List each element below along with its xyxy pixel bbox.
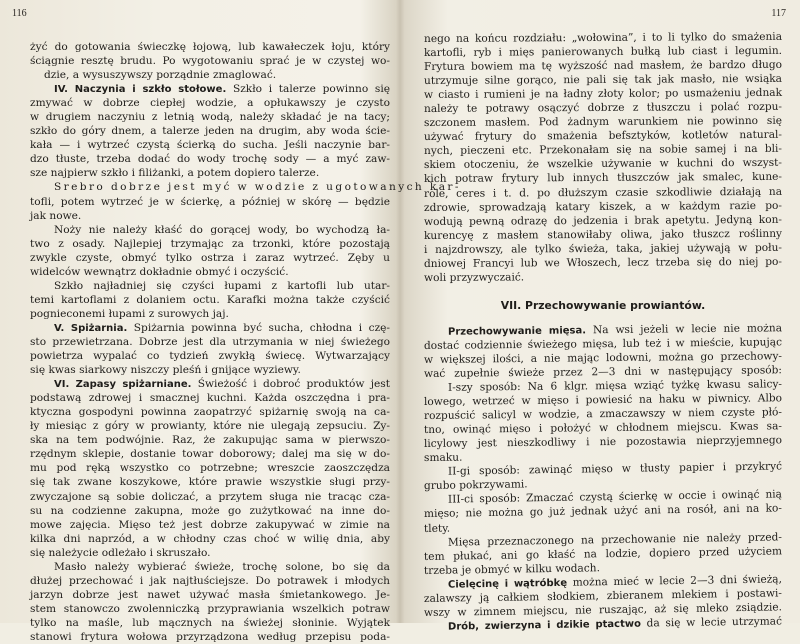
text-line: Noży nie należy kłaść do gorącej wody, bo wychodzą ła- — [54, 223, 390, 236]
text-line: dłużej przechować i jak najtłuściejsze. Do potrawek i młodych — [30, 574, 390, 587]
text-line: ska na tem podwójnie. Raz, że zakupując sama w pierwszo- — [30, 434, 390, 447]
text-line: stem stanowczo zwolenniczką przyprawiania wszelkich potraw — [30, 602, 390, 615]
text-line: zmywać w dobrze ciepłej wodzie, a opłukawszy je czysto — [30, 97, 390, 110]
text-line: utrzymuje silne gorąco, nie pali się tak jak masło, nie wsiąka — [423, 72, 783, 88]
text-line: wodują pewną odrazę do jedzenia i brak apetytu. Jedyną kon- — [423, 213, 783, 228]
text-line: rozpuścić salicyl w wodzie, a zmaczawszy w niem czyste płó- — [423, 406, 783, 423]
text-line: wać zupełnie świeże przez 2—3 dni w następujący sposób: — [423, 364, 783, 380]
section-heading-line: Przechowywanie mięsa. Na wsi jeżeli w lecie nie można — [447, 322, 783, 338]
text-line: w większej ilości, a nie mając lodowni, można go przechowy- — [423, 350, 783, 366]
text-line: jak nowe. — [30, 209, 82, 222]
text-line: Mięsa przeznaczonego na przechowanie nie należy przed- — [447, 530, 783, 549]
text-line: zalawszy ją całkiem słodkiem, zbieranem mlekiem i postawi- — [423, 587, 783, 605]
text-line: dzo tłuste, trzeba dodać do wody trochę sody — a myć zaw- — [30, 153, 390, 166]
text-line: su na codzienne zakupna, może go zużytkować na inne do- — [30, 504, 390, 517]
text-line: skiem otoczeniu, że wszelkie używanie w kuchni do wszyst- — [423, 157, 783, 172]
section-heading-line: Cielęcinę i wątróbkę można mieć w lecie 2—3 dni świeżą, — [447, 573, 783, 591]
text-line: Szkło najładniej się czyści łupami z kartofli lub utar- — [54, 279, 390, 292]
text-line: tlety. — [423, 522, 451, 535]
text-line: kała — i wytrzeć czystą ścierką do sucha. Jeśli naczynie bar- — [30, 139, 390, 152]
text-line: temi kartoflami z dolaniem octu. Karafki można także czyścić — [30, 293, 390, 306]
text-line: Masło należy wybierać świeże, trochę solone, bo się da — [54, 560, 390, 573]
text-line: III-ci sposób: Zmaczać czystą ścierkę w occie i owinąć nią — [447, 488, 783, 507]
text-line: sze najpierw szkło i filiżanki, a potem dopiero talerze. — [30, 167, 320, 180]
text-line: role, ceres i t. d. po dłuższym czasie szkodliwie działają na — [423, 185, 783, 200]
text-line: i najzdrowszy, ale tylko świeża, taka, jakiej używają w połu- — [423, 241, 783, 256]
text-line: two z osady. Najlepiej trzymając za trzonki, które pozostają — [30, 237, 390, 250]
text-line: podstawą zdrowej i smacznej kuchni. Każda oszczędna i pra- — [30, 392, 390, 405]
text-line: nych, pieczeni etc. Przekonałam się na sobie samej i na bli- — [423, 143, 783, 158]
section-heading: VI. Zapasy spiżarniane. — [54, 379, 192, 391]
section-heading: Drób, zwierzyna i dzikie ptactwo — [447, 618, 642, 633]
text-line: I-szy sposób: Na 6 klgr. mięsa wziąć tyżkę kwasu salicy- — [447, 378, 783, 394]
text-line: ły miesiąc z góry w prowianty, które nie ulegają zepsuciu. Zy- — [30, 420, 390, 433]
text-line: II-gi sposób: zawinąć mięso w tłusty papier i przykryć — [447, 460, 783, 478]
section-heading-line: Drób, zwierzyna i dzikie ptactwo da się w lecie utrzymać — [447, 615, 783, 633]
text-line: Srebro dobrze jest myć w wodzie z ugotowanych kar- — [54, 181, 461, 194]
text-line: zwyczajone są sobie doliczać, a przytem sługa nie tracąc cza- — [30, 490, 390, 503]
section-heading: Przechowywanie mięsa. — [447, 325, 587, 338]
text-line: jarzyn dobrze jest nawet używać masła śmietankowego. Je- — [30, 588, 390, 601]
text-line: zwykle czyste, obmyć tylko ostrza i zaraz wytrzeć. Zęby u — [30, 251, 390, 264]
text-line: woli przyzwyczaić. — [423, 271, 525, 284]
page-number: 117 — [771, 8, 786, 19]
text-line: nego na końcu rozdziału: „wołowina”, i to li tylko do smażenia — [423, 30, 783, 45]
text-line: należy te potrawy osączyć dobrze z tłuszczu i polać rozpu- — [423, 101, 783, 116]
text-line: się tak zwane koszykowe, które prawie wszystkie sługi przy- — [30, 476, 390, 489]
text-line: w ciasto i rumieni je na ładny złoty kolor; po usmażeniu jednak — [423, 87, 783, 102]
text-line: wszy w zimnem miejscu, nie ruszając, aż się mleko zsiądzie. — [423, 601, 783, 619]
text-line: kilka dni naprzód, a w chłodny czas choć w wilię dnia, aby — [30, 532, 390, 545]
text-line: mięso; nie można go już jednak użyć ani na rosół, ani na ko- — [423, 502, 783, 521]
text-line: grubo pokrzywami. — [423, 478, 528, 493]
text-line: ktyczna gospodyni powinna zaopatrzyć spiżarnię swoją na ca- — [30, 406, 390, 419]
text-line: szkło do góry dnem, a talerze jeden na drugim, aby woda ście- — [30, 125, 390, 138]
section-heading: V. Spiżarnia. — [54, 322, 128, 334]
text-line: dzie, a wysuszywszy porządnie zmaglować. — [44, 69, 277, 82]
text-line: używać frytury do smażenia befsztyków, kotletów natural- — [423, 129, 783, 144]
page-number: 116 — [12, 8, 27, 19]
text-line: ściągnie resztę brudu. Po wygotowaniu sprać je w czystej wo- — [30, 55, 390, 68]
text-line: stanowi frytura wołowa przyrządzona według przepisu poda- — [30, 630, 390, 643]
text-line: mu pod ręką wszystko co potrzebne; wreszcie zaoszczędza — [30, 462, 390, 475]
text-line: Frytura bowiem ma tę wyższość nad masłem, że bardzo długo — [423, 58, 783, 74]
text-line: mowe zajęcia. Mięso też jest dobrze zakupywać w zimie na — [30, 518, 390, 531]
text-line: kurencyę z masłem stanowiłaby oliwa, jako tłuszcz roślinny — [423, 227, 783, 242]
text-line: zdrowie, sprowadzają katary kiszek, a w każdym razie po- — [423, 199, 783, 214]
text-line: licylowy jest nieszkodliwy i nie pozostawia nieprzyjemnego — [423, 434, 783, 451]
chapter-title: VII. Przechowywanie prowiantów. — [500, 298, 706, 312]
text-line: dniowej Francyi lub we Włoszech, lecz trzeba się do niej po- — [423, 255, 783, 270]
text-line: trzeba je obmyć w kilku wodach. — [423, 561, 601, 577]
text-line: się należycie odleżało i skruszało. — [30, 546, 211, 559]
text-line: tylko na maśle, lub mącznych na świeżej słoninie. Wyjątek — [30, 616, 390, 629]
section-heading-line: IV. Naczynia i szkło stołowe. Szkło i talerze powinno się — [54, 83, 390, 96]
text-line: kartofli, ryb i mięs panierowanych bułką lub ciast i legumin. — [423, 44, 783, 60]
text-line: szczonem masłem. Pod żadnym warunkiem nie powinno się — [423, 115, 783, 130]
section-heading-line: VI. Zapasy spiżarniane. Świeżość i dobroć produktów jest — [54, 378, 390, 391]
text-line: dostać codziennie świeżego mięsa, lub też i w mieście, kupując — [423, 336, 783, 352]
text-line: tem płukać, ani go kłaść na lodzie, dopiero przed użyciem — [423, 544, 783, 563]
text-line: powietrza wypalać co tydzień zwykłą świecę. Wytwarzający — [30, 350, 390, 363]
text-line: żyć do gotowania świeczkę łojową, lub kawałeczek łoju, który — [30, 41, 390, 53]
right-page-text — [424, 32, 782, 634]
section-heading: IV. Naczynia i szkło stołowe. — [54, 84, 227, 96]
right-page — [400, 0, 800, 633]
text-line: pognieconemi łupami z surowych jaj. — [30, 307, 229, 320]
text-line: w drugiem naczyniu z letnią wodą, należy składać je na tacy; — [30, 111, 390, 124]
text-line: lowego, wetrzeć w mięso i powiesić na haku w piwnicy. Albo — [423, 392, 783, 409]
text-line: kich potraw frytury lub innych tłuszczów jak smalec, kune- — [423, 171, 783, 186]
section-heading-line: V. Spiżarnia. Spiżarnia powinna być sucha, chłodna i czę- — [54, 321, 390, 334]
text-line: widelców wewnątrz dokładnie obmyć i oczyścić. — [30, 265, 289, 278]
text-line: rzędnym sklepie, dostanie towar doborowy; dalej ma się w do- — [30, 448, 390, 461]
text-line: sto przewietrzana. Dobrze jest dla utrzymania w niej świeżego — [30, 335, 390, 348]
text-line: tno, owinąć mięso i położyć w chłodnem miejscu. Kwas sa- — [423, 420, 783, 437]
text-line: tofli, potem wytrzeć je w ścierkę, a później w skórę — będzie — [30, 195, 390, 208]
text-line: smaku. — [423, 451, 463, 465]
text-line: się kwas siarkowy niszczy pleśń i gnijące wyziewy. — [30, 364, 301, 377]
section-heading: Cielęcinę i wątróbkę — [447, 577, 568, 591]
